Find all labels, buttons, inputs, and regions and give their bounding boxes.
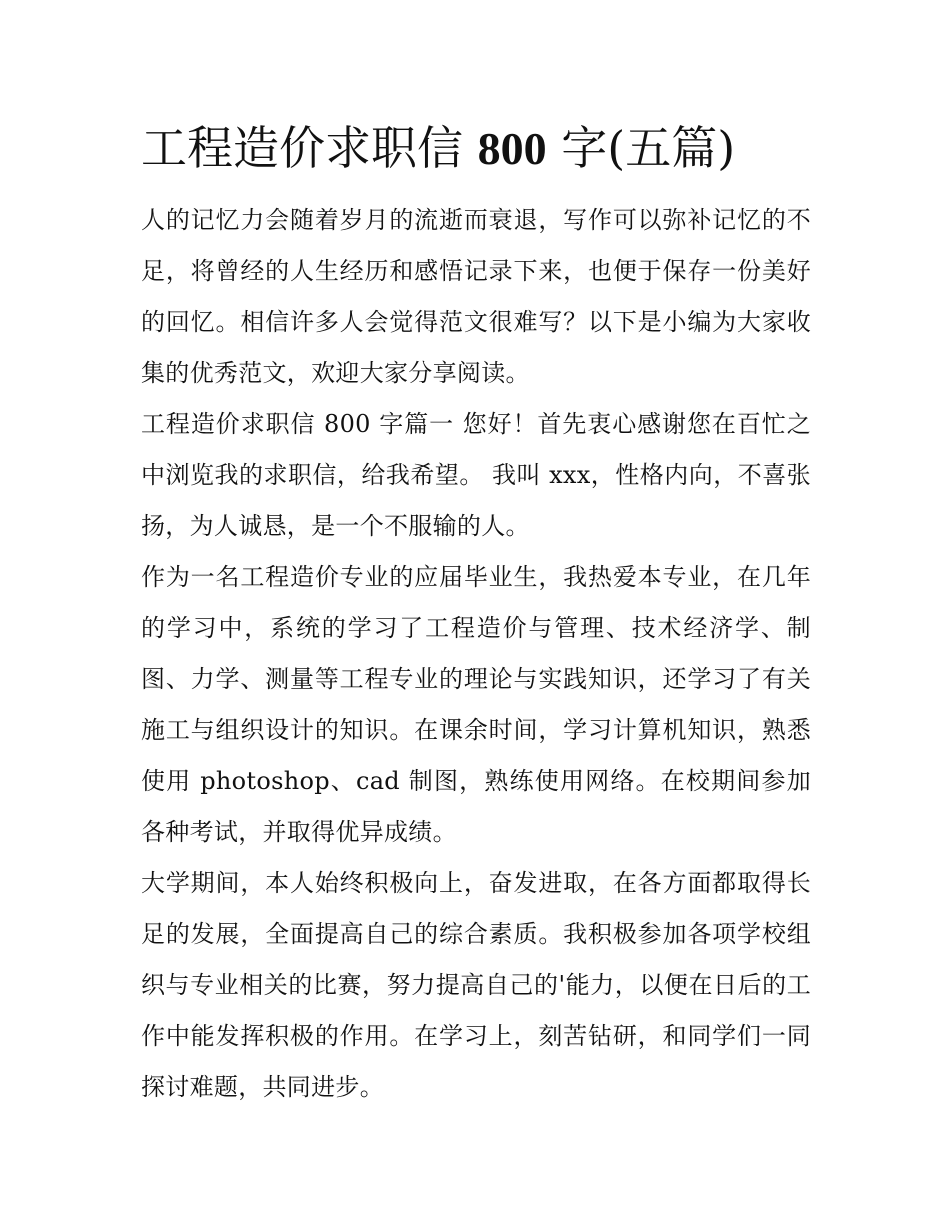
title-prefix: 工程造价求职信: [141, 121, 478, 175]
document-title: [141, 116, 811, 181]
title-suffix: 字(五篇): [546, 121, 736, 175]
study-paragraph: 作为一名工程造价专业的应届毕业生，我热爱本专业，在几年的学习中，系统的学习了工程造价与管理、技术经济学、制图、力学、测量等工程专业的理论与实践知识，还学习了有关施工与组织设计的知识。在课余时间，学习计算机知识，熟悉使用 photoshop、cad 制图，熟练使用网络。在校期间参加各种考试，并取得优异成绩。: [141, 563, 811, 846]
paragraph-list: [141, 195, 811, 1113]
greeting-paragraph: 工程造价求职信 800 字篇一 您好！首先衷心感谢您在百忙之中浏览我的求职信，给我希望。 我叫 xxx，性格内向，不喜张扬，为人诚恳，是一个不服输的人。: [141, 410, 811, 540]
title-number: 800: [477, 123, 547, 174]
intro-paragraph: 人的记忆力会随着岁月的流逝而衰退，写作可以弥补记忆的不足，将曾经的人生经历和感悟记录下来，也便于保存一份美好的回忆。相信许多人会觉得范文很难写？以下是小编为大家收集的优秀范文，欢迎大家分享阅读。: [141, 206, 811, 387]
university-paragraph: 大学期间，本人始终积极向上，奋发进取，在各方面都取得长足的发展，全面提高自己的综合素质。我积极参加各项学校组织与专业相关的比赛，努力提高自己的'能力，以便在日后的工作中能发挥积极的作用。在学习上，刻苦钻研，和同学们一同探讨难题，共同进步。: [141, 869, 811, 1101]
document-body: [141, 116, 811, 1113]
